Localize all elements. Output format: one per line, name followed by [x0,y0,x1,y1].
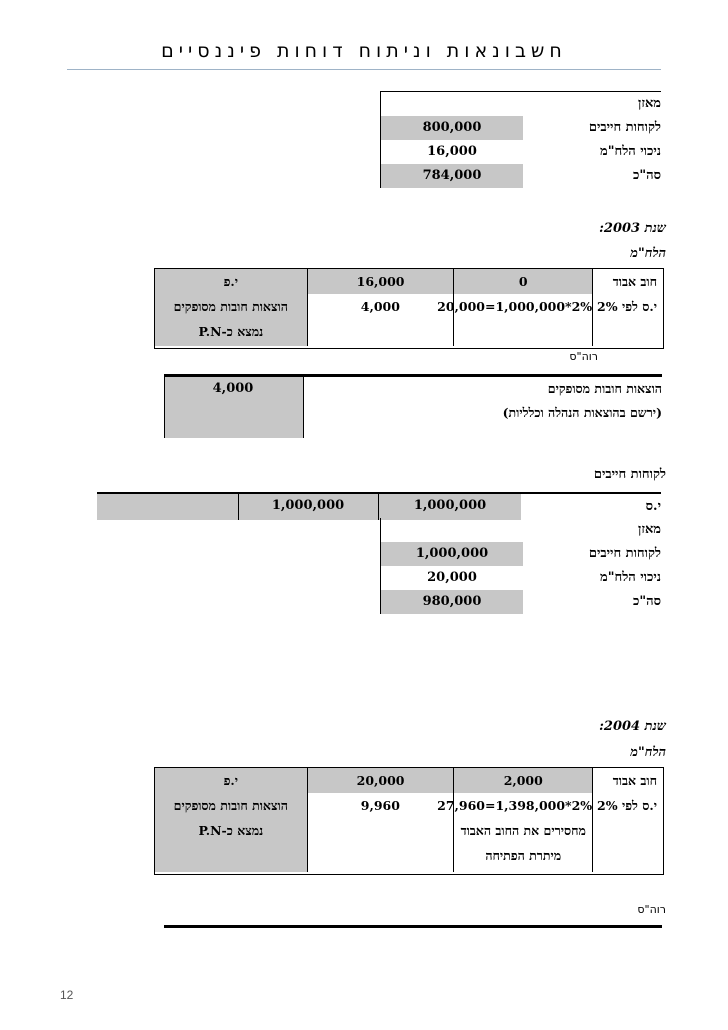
t-account-2004 [154,767,664,875]
table-row [381,518,661,542]
page-number: 12 [60,988,74,1002]
customers-row [97,492,661,520]
cell: נמצא כ-P.N [155,319,308,346]
cell: 2,000 [454,768,593,793]
cell: מחסירים את החוב האבוד [454,818,593,843]
cell: 2%*1,398,000=27,960 [454,793,593,818]
pl-label-2003: רוה"ס [569,350,598,363]
table-row [381,164,661,188]
pl-rule-2004 [164,925,662,928]
row-value: 1,000,000 [381,542,523,566]
pl-value: 4,000 [212,381,254,396]
cell: י.פ [155,269,308,294]
balance-table-2 [380,518,661,614]
t-account-2003 [154,268,664,349]
customers-title: לקוחות חייבים [593,467,666,482]
row-value: 980,000 [381,590,523,614]
cell: 2%*1,000,000=20,000 [454,294,593,319]
cell: 9,960 [308,793,455,818]
table-row [155,818,663,843]
cell: 0 [454,269,593,294]
table-row [381,116,661,140]
row-label: י.ס לפי 2% [597,299,657,314]
row-label: לקוחות חייבים [588,120,661,135]
table-row [381,566,661,590]
balance-heading: מאזן [638,96,661,111]
table-row [155,768,663,793]
cell: 1,000,000 [379,494,521,520]
row-label: י.ס לפי 2% [597,798,657,813]
table-row [155,843,663,872]
cell: נמצא כ-P.N [155,818,308,843]
row-value: 16,000 [427,144,477,159]
table-row [155,319,663,346]
table-row [381,542,661,566]
cell: 20,000 [308,768,455,793]
year-2004-title: שנת 2004: [599,719,666,734]
table-row [381,590,661,614]
cell: מיתרת הפתיחה [454,843,593,872]
document-title: חשבונאות וניתוח דוחות פיננסיים [161,40,567,62]
cell: 1,000,000 [238,494,379,520]
row-label: חוב אבוד [612,274,657,289]
row-label: סה"כ [633,594,661,609]
table-row [155,793,663,818]
table-row [155,269,663,294]
header-rule [67,69,661,70]
row-label: ניכוי הלח"מ [600,144,661,159]
balance-heading: מאזן [638,522,661,537]
row-value: 20,000 [427,570,477,585]
row-label: י.ס [645,499,661,514]
row-value: 784,000 [381,164,523,188]
table-row [155,294,663,319]
account-title-2004: הלח"מ [630,745,666,760]
table-row [381,140,661,164]
row-value: 800,000 [381,116,523,140]
pl-table-2003 [164,377,662,438]
row-label: חוב אבוד [612,773,657,788]
row-label: סה"כ [633,168,661,183]
pl-expense-label: הוצאות חובות מסופקים [547,381,662,396]
cell: הוצאות חובות מסופקים [155,793,308,818]
cell: 16,000 [308,269,455,294]
table-row [381,91,661,116]
balance-table-1 [380,91,661,188]
cell: י.פ [155,768,308,793]
pl-note: (ירשם בהוצאות הנהלה וכלליות) [502,405,662,420]
row-label: לקוחות חייבים [588,546,661,561]
cell: הוצאות חובות מסופקים [155,294,308,319]
year-2003-title: שנת 2003: [599,221,666,236]
row-label: ניכוי הלח"מ [600,570,661,585]
account-title-2003: הלח"מ [630,246,666,261]
pl-label-2004: רוה"ס [637,903,666,916]
cell: 4,000 [308,294,455,319]
